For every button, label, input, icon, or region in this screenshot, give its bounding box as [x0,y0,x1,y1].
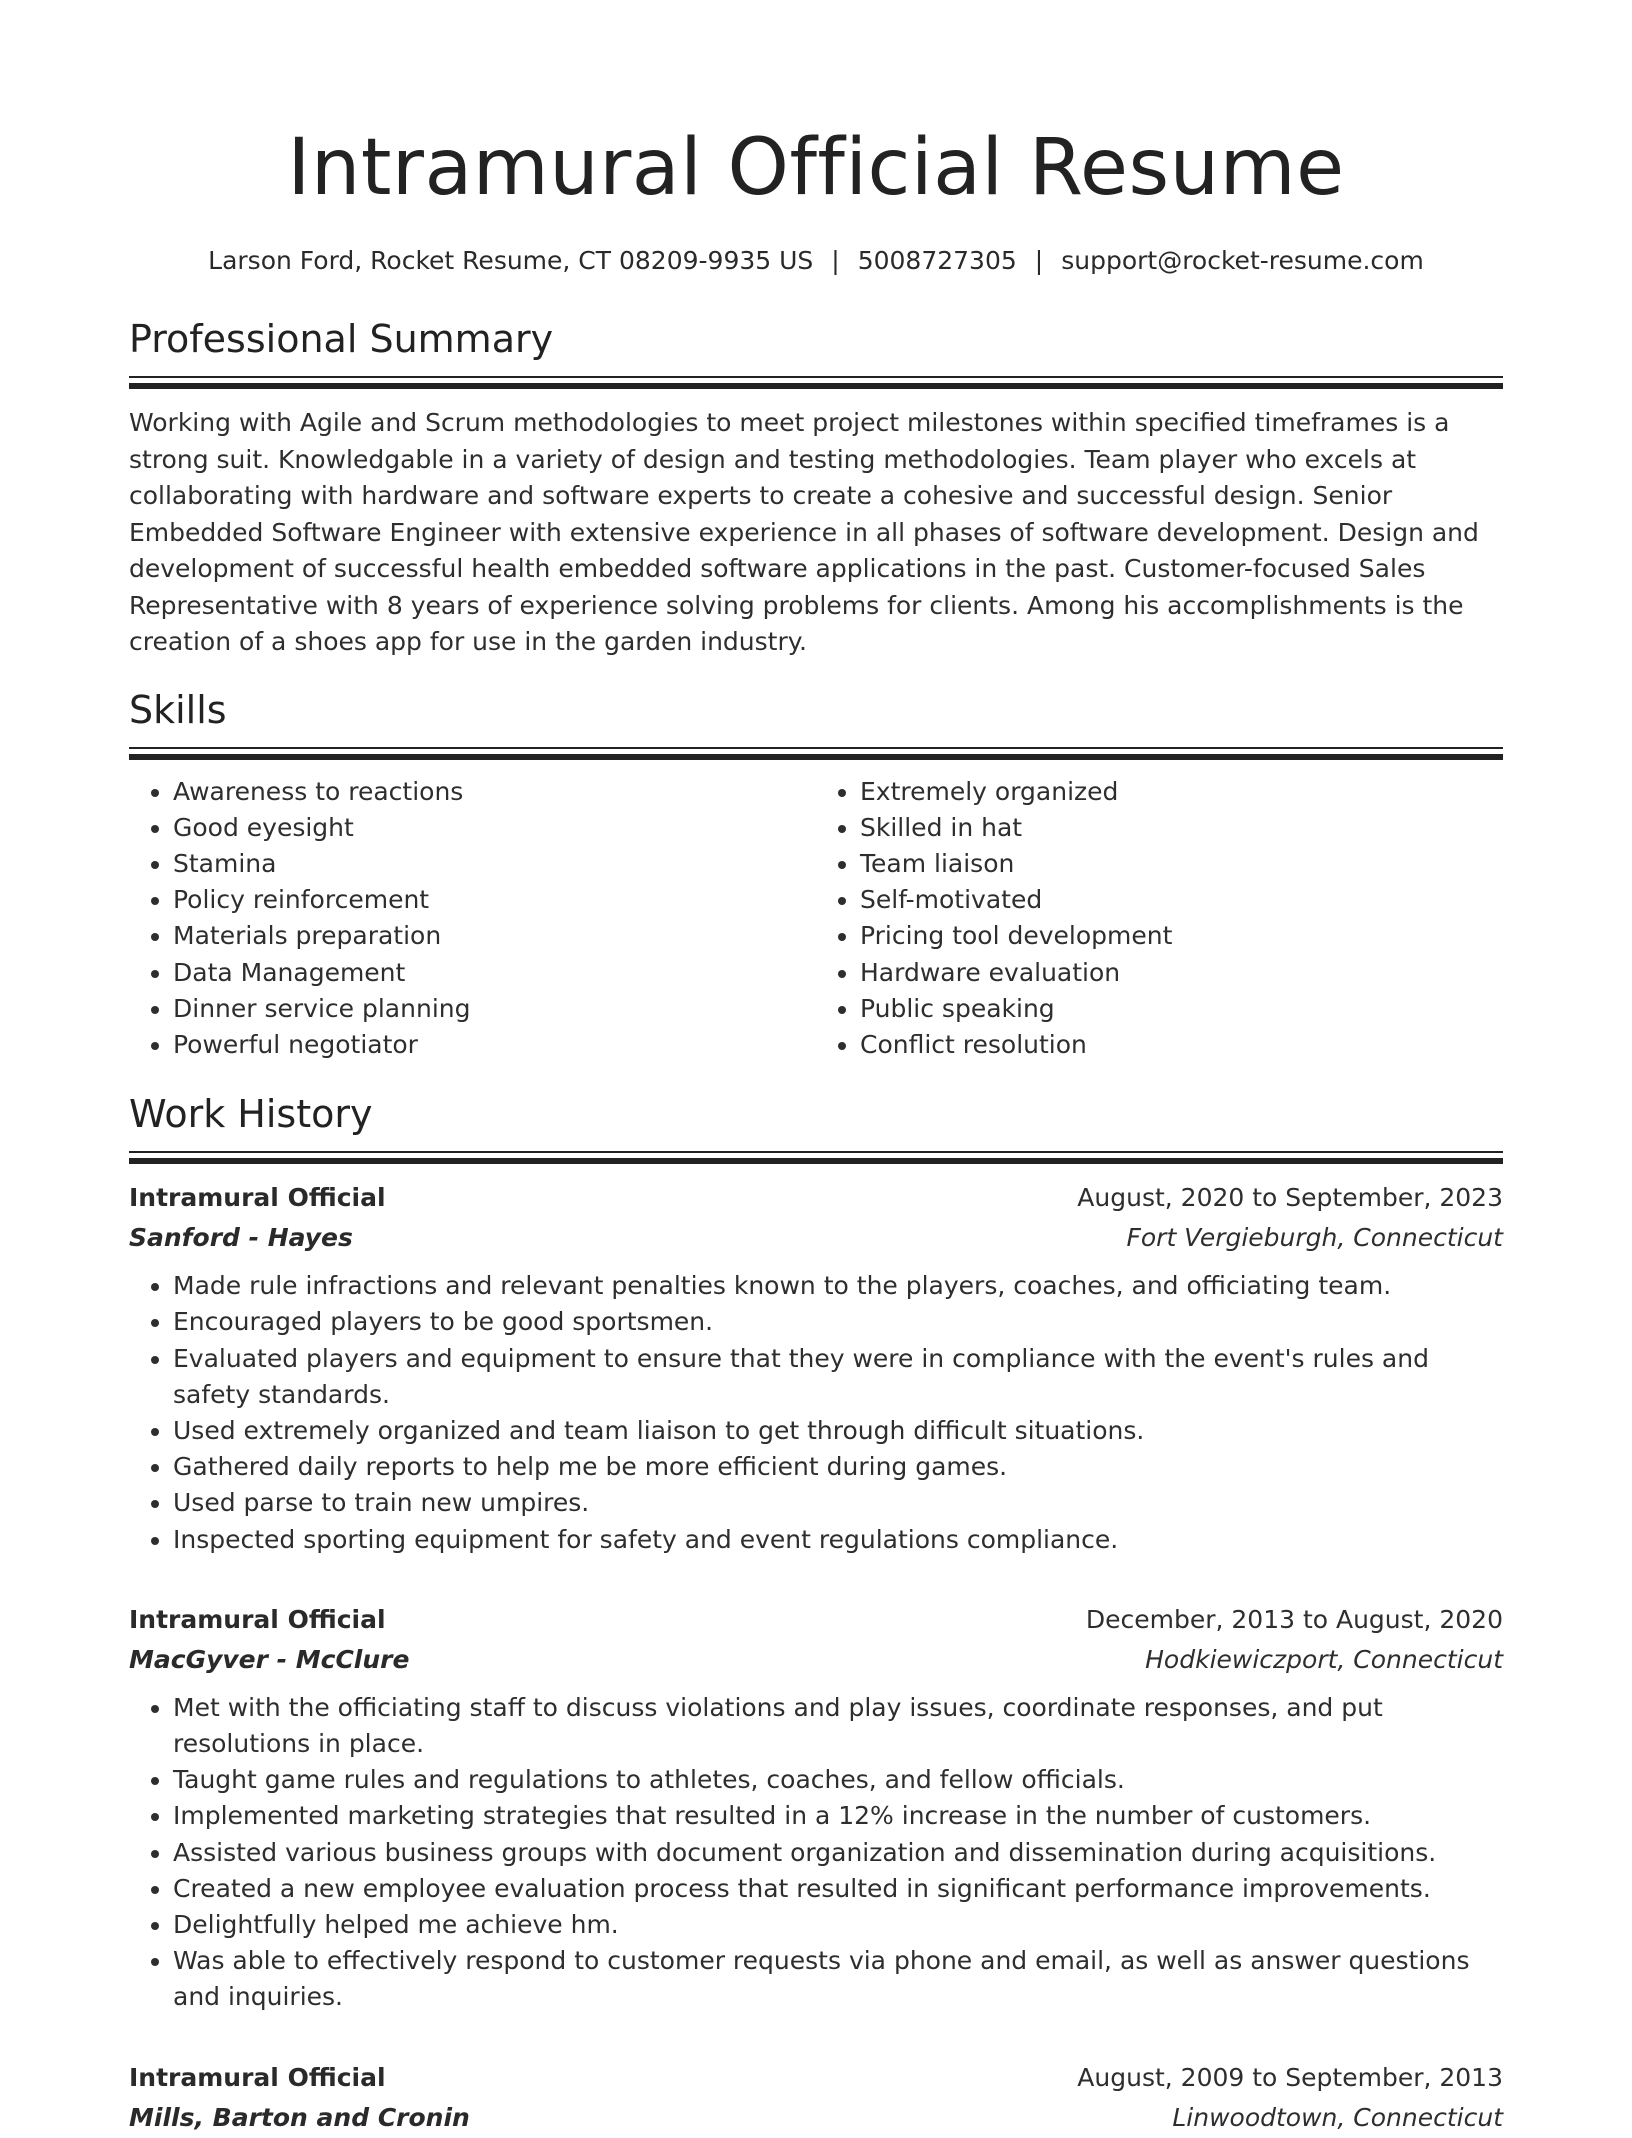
job-bullet: • Assisted various business groups with document organization and dissemination during acquisitions. [173,1835,1503,1871]
job-bullet: • Implemented marketing strategies that resulted in a 12% increase in the number of customers. [173,1798,1503,1834]
summary-text: Working with Agile and Scrum methodologies to meet project milestones within specified timeframes is a strong suit. Knowledgable in a variety of design and testing methodologies. Team player who excels at collaborating with hardware and software experts to create a cohesive and successful design. Senior Embedded Software Engineer with extensive experience in all phases of software development. Design and development of successful health embedded software applications in the past. Customer-focused Sales Representative with 8 years of experience solving problems for clients. Among his accomplishments is the creation of a shoes app for use in the garden industry. [129,408,1479,656]
job-title: Intramural Official [129,1183,386,1213]
skill-item: • Powerful negotiator [173,1027,816,1063]
job-subheader-row [129,1640,1503,1680]
job-bullet: • Used parse to train new umpires. [173,1485,1503,1521]
job-bullet: • Was able to effectively respond to customer requests via phone and email, as well as answer questions and inquiries. [173,1943,1503,2015]
job-bullet: • Created a new employee evaluation process that resulted in significant performance improvements. [173,1871,1503,1907]
job-bullet: • Made rule infractions and relevant penalties known to the players, coaches, and officiating team. [173,1268,1503,1304]
section-divider [129,1151,1503,1164]
job-header-row [129,1178,1503,1218]
job-entry [129,1600,1503,2016]
job-dates: August, 2009 to September, 2013 [1077,2062,1503,2092]
contact-separator: | [831,246,840,275]
job-company: MacGyver - McClure [129,1644,410,1674]
contact-line [129,244,1503,278]
job-bullet: • Used extremely organized and team liaison to get through difficult situations. [173,1413,1503,1449]
professional-summary-section [129,314,1503,661]
job-subheader-row [129,2098,1503,2138]
job-title: Intramural Official [129,1604,386,1634]
job-location: Hodkiewiczport, Connecticut [1145,1644,1503,1674]
section-heading-work-history: Work History [129,1092,373,1137]
skill-item: • Conflict resolution [860,1027,1503,1063]
skill-item: • Dinner service planning [173,991,816,1027]
job-bullet: • Gathered daily reports to help me be more efficient during games. [173,1449,1503,1485]
resume-title: Intramural Official Resume [287,123,1345,213]
skills-column-left [129,774,816,1064]
skill-item: • Team liaison [860,846,1503,882]
contact-email: support@rocket-resume.com [1061,246,1424,275]
job-dates: December, 2013 to August, 2020 [1085,1604,1503,1634]
section-heading-summary: Professional Summary [129,317,554,361]
skill-item: • Materials preparation [173,918,816,954]
job-location: Fort Vergieburgh, Connecticut [1126,1223,1503,1253]
job-title: Intramural Official [129,2062,386,2092]
job-bullet-list [129,1268,1503,1558]
job-bullet: • Taught game rules and regulations to athletes, coaches, and fellow officials. [173,1762,1503,1798]
skill-item: • Self-motivated [860,882,1503,918]
skill-item: • Good eyesight [173,810,816,846]
job-bullet: • Delightfully helped me achieve hm. [173,1907,1503,1943]
job-company: Sanford - Hayes [129,1223,353,1253]
job-bullet-list [129,1690,1503,2016]
skill-item: • Stamina [173,846,816,882]
contact-phone: 5008727305 [857,246,1017,275]
section-heading-skills: Skills [129,687,227,732]
work-history-section [129,1089,1503,2137]
skills-column-right [816,774,1503,1064]
job-bullet: • Met with the officiating staff to discuss violations and play issues, coordinate responses, and put resolutions in place. [173,1690,1503,1762]
job-bullet: • Inspected sporting equipment for safety and event regulations compliance. [173,1522,1503,1558]
skill-item: • Extremely organized [860,774,1503,810]
skill-item: • Data Management [173,955,816,991]
contact-address: Larson Ford, Rocket Resume, CT 08209-9935 US [208,246,814,275]
job-dates: August, 2020 to September, 2023 [1077,1183,1503,1213]
job-company: Mills, Barton and Cronin [129,2102,470,2132]
skill-item: • Policy reinforcement [173,882,816,918]
skills-grid [129,774,1503,1064]
skill-item: • Awareness to reactions [173,774,816,810]
skill-item: • Hardware evaluation [860,955,1503,991]
skills-section [129,685,1503,1064]
section-divider [129,376,1503,389]
skill-item: • Public speaking [860,991,1503,1027]
job-entry [129,2058,1503,2138]
contact-separator: | [1034,246,1044,275]
job-entry [129,1178,1503,1558]
job-subheader-row [129,1218,1503,1258]
job-bullet: • Encouraged players to be good sportsmen. [173,1304,1503,1340]
skill-item: • Skilled in hat [860,810,1503,846]
section-divider [129,747,1503,760]
job-header-row [129,2058,1503,2098]
skill-item: • Pricing tool development [860,918,1503,954]
job-bullet: • Evaluated players and equipment to ensure that they were in compliance with the event's rules and safety standards. [173,1341,1503,1413]
job-location: Linwoodtown, Connecticut [1172,2102,1503,2132]
job-header-row [129,1600,1503,1640]
